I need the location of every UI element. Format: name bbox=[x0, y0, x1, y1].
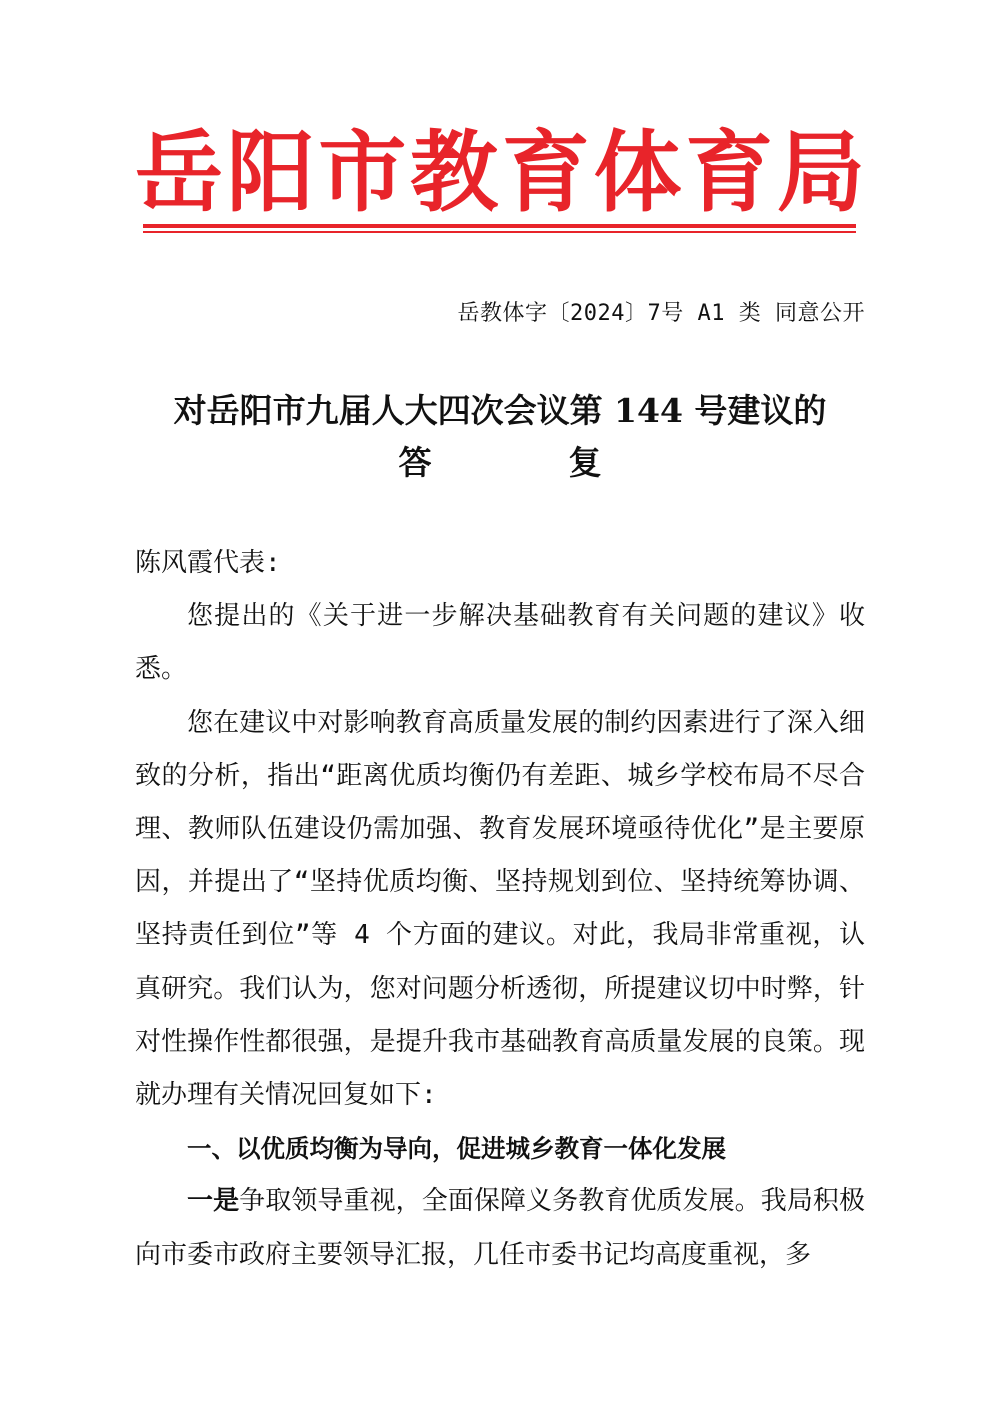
document-number: 岳教体字〔2024〕7号 A1 类 同意公开 bbox=[457, 301, 865, 326]
masthead-char: 市 bbox=[318, 120, 407, 224]
masthead-divider-thin bbox=[143, 231, 856, 233]
document-title-line1: 对岳阳市九届人大四次会议第 144 号建议的 bbox=[173, 391, 827, 430]
masthead-char: 教 bbox=[410, 120, 499, 224]
title-char: 复 bbox=[568, 443, 602, 482]
document-body bbox=[135, 537, 865, 1282]
agency-masthead bbox=[135, 122, 865, 222]
document-title-line2 bbox=[135, 440, 865, 486]
body-paragraph: 您在建议中对影响教育高质量发展的制约因素进行了深入细致的分析，指出“距离优质均衡仍有差距、城乡学校布局不尽合理、教师队伍建设仍需加强、教育发展环境亟待优化”是主要原因，并提出了“坚持优质均衡、坚持规划到位、坚持统筹协调、坚持责任到位”等 4 个方面的建议。对此，我局非常重视，认真研究。我们认为，您对问题分析透彻，所提建议切中时弊，针对性操作性都很强，是提升我市基础教育高质量发展的良策。现就办理有关情况回复如下: bbox=[135, 707, 865, 1111]
salutation: 陈风霞代表: bbox=[135, 548, 281, 578]
masthead-char: 局 bbox=[776, 120, 865, 224]
paragraph-text: 争取领导重视，全面保障义务教育优质发展。我局积极向市委市政府主要领导汇报，几任市委书记均高度重视，多 bbox=[135, 1186, 865, 1270]
masthead-char: 体 bbox=[593, 120, 682, 224]
section-heading: 一、以优质均衡为导向，促进城乡教育一体化发展 bbox=[187, 1134, 726, 1164]
masthead-char: 岳 bbox=[135, 120, 224, 224]
masthead-char: 育 bbox=[685, 120, 774, 224]
masthead-divider-thick bbox=[143, 224, 856, 228]
paragraph-lead: 一是 bbox=[187, 1186, 240, 1217]
masthead-char: 育 bbox=[501, 120, 590, 224]
body-paragraph bbox=[135, 1175, 865, 1281]
masthead-char: 阳 bbox=[226, 120, 315, 224]
title-char: 答 bbox=[398, 443, 432, 482]
body-paragraph: 您提出的《关于进一步解决基础教育有关问题的建议》收悉。 bbox=[135, 601, 865, 685]
